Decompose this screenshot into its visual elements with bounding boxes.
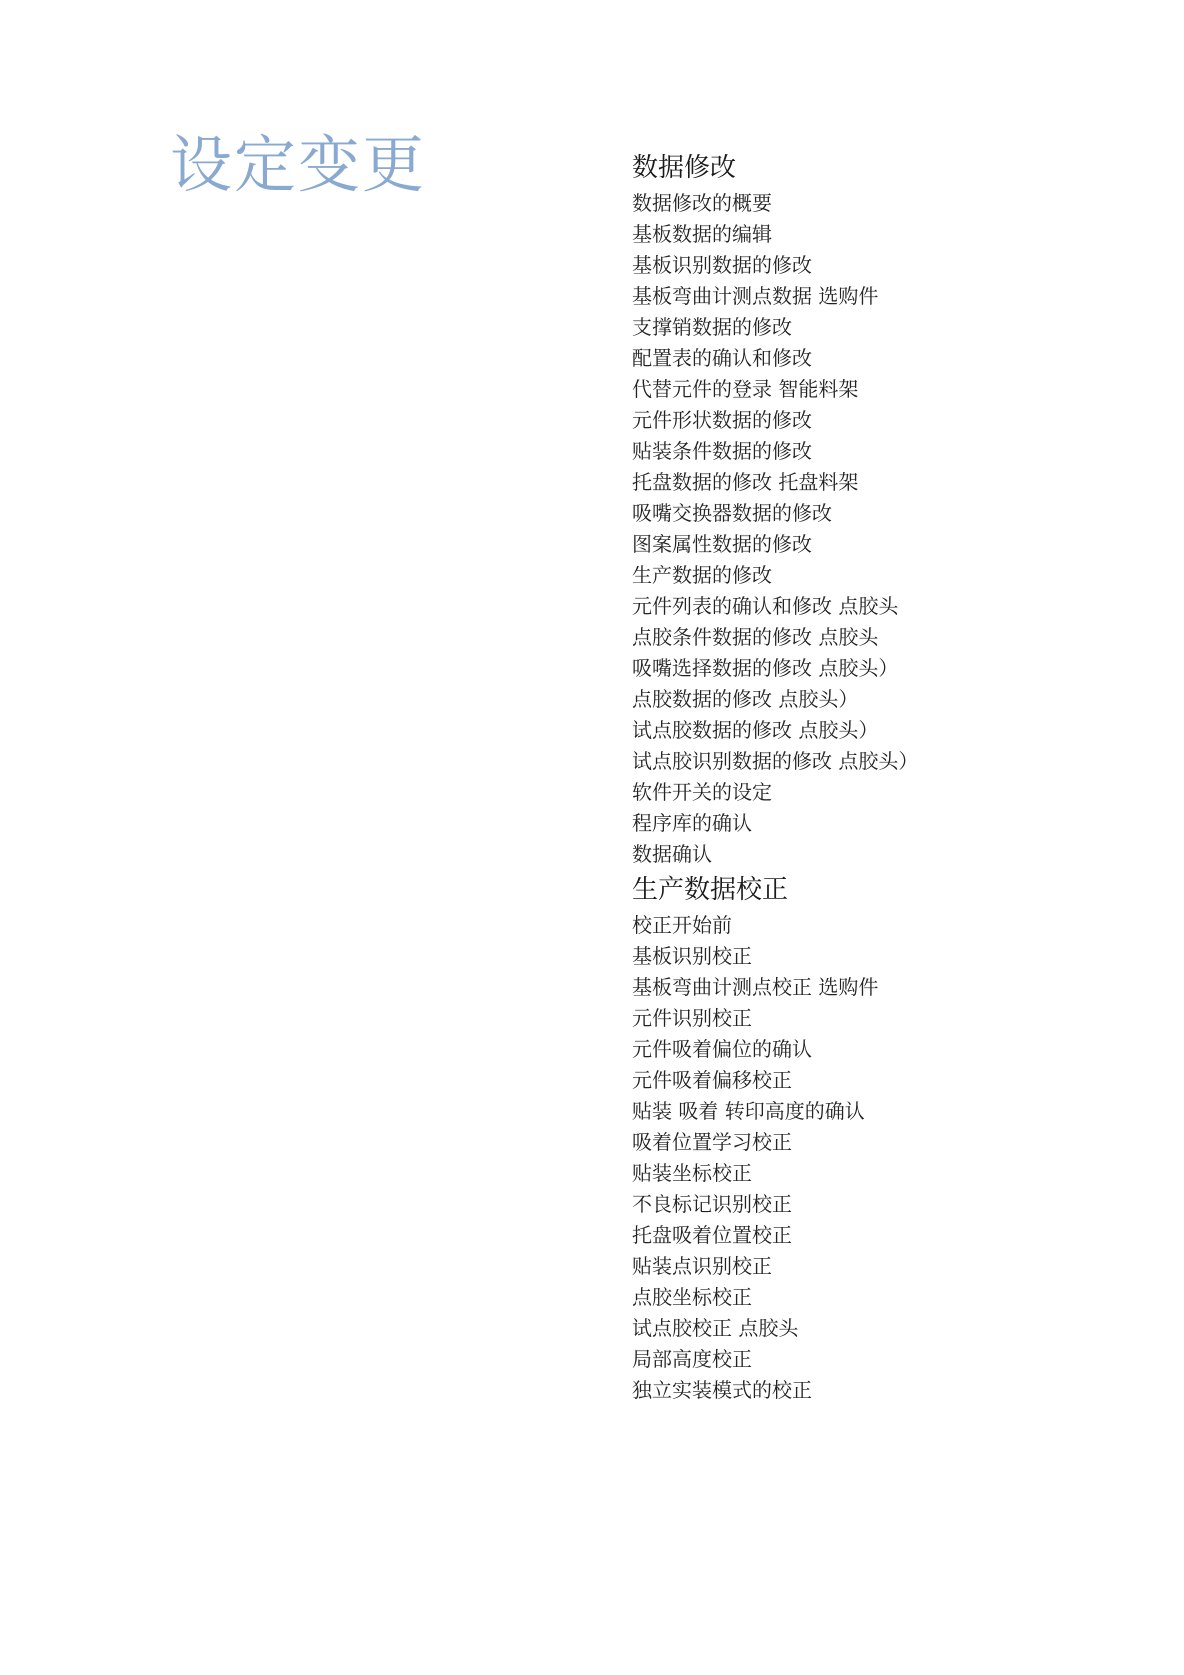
toc-item: 数据修改的概要 — [632, 191, 772, 215]
toc-item: 贴装点识别校正 — [632, 1254, 772, 1278]
toc-item: 独立实装模式的校正 — [632, 1378, 812, 1402]
toc-item: 试点胶识别数据的修改 点胶头） — [632, 749, 919, 773]
table-of-contents — [632, 150, 1152, 1406]
toc-item: 基板识别数据的修改 — [632, 253, 812, 277]
toc-item: 代替元件的登录 智能料架 — [632, 377, 859, 401]
toc-item: 贴装 吸着 转印高度的确认 — [632, 1099, 865, 1123]
toc-item: 贴装条件数据的修改 — [632, 439, 812, 463]
toc-item: 元件形状数据的修改 — [632, 408, 812, 432]
toc-item: 元件吸着偏移校正 — [632, 1068, 792, 1092]
toc-item: 基板识别校正 — [632, 944, 752, 968]
toc-item: 贴装坐标校正 — [632, 1161, 752, 1185]
toc-item: 程序库的确认 — [632, 811, 752, 835]
toc-section-data-modification — [632, 150, 1152, 870]
toc-item: 不良标记识别校正 — [632, 1192, 792, 1216]
toc-item: 试点胶数据的修改 点胶头） — [632, 718, 879, 742]
section-heading: 数据修改 — [632, 153, 737, 183]
toc-item: 托盘数据的修改 托盘料架 — [632, 470, 859, 494]
toc-list — [632, 910, 1152, 1406]
toc-item: 基板弯曲计测点数据 选购件 — [632, 284, 879, 308]
toc-item: 校正开始前 — [632, 913, 732, 937]
toc-item: 生产数据的修改 — [632, 563, 772, 587]
toc-item: 吸嘴选择数据的修改 点胶头） — [632, 656, 899, 680]
toc-list — [632, 188, 1152, 870]
toc-item: 试点胶校正 点胶头 — [632, 1316, 799, 1340]
toc-item: 基板弯曲计测点校正 选购件 — [632, 975, 879, 999]
section-heading: 生产数据校正 — [632, 875, 789, 905]
toc-item: 基板数据的编辑 — [632, 222, 772, 246]
toc-item: 托盘吸着位置校正 — [632, 1223, 792, 1247]
toc-item: 数据确认 — [632, 842, 712, 866]
toc-item: 图案属性数据的修改 — [632, 532, 812, 556]
toc-item: 局部高度校正 — [632, 1347, 752, 1371]
toc-item: 元件列表的确认和修改 点胶头 — [632, 594, 899, 618]
toc-item: 软件开关的设定 — [632, 780, 772, 804]
toc-item: 点胶条件数据的修改 点胶头 — [632, 625, 879, 649]
toc-item: 支撑销数据的修改 — [632, 315, 792, 339]
toc-item: 吸嘴交换器数据的修改 — [632, 501, 832, 525]
chapter-title: 设定变更 — [170, 128, 427, 201]
toc-item: 元件识别校正 — [632, 1006, 752, 1030]
toc-item: 元件吸着偏位的确认 — [632, 1037, 812, 1061]
toc-item: 点胶数据的修改 点胶头） — [632, 687, 859, 711]
toc-item: 配置表的确认和修改 — [632, 346, 812, 370]
toc-item: 点胶坐标校正 — [632, 1285, 752, 1309]
toc-item: 吸着位置学习校正 — [632, 1130, 792, 1154]
toc-section-production-data-calibration — [632, 872, 1152, 1406]
